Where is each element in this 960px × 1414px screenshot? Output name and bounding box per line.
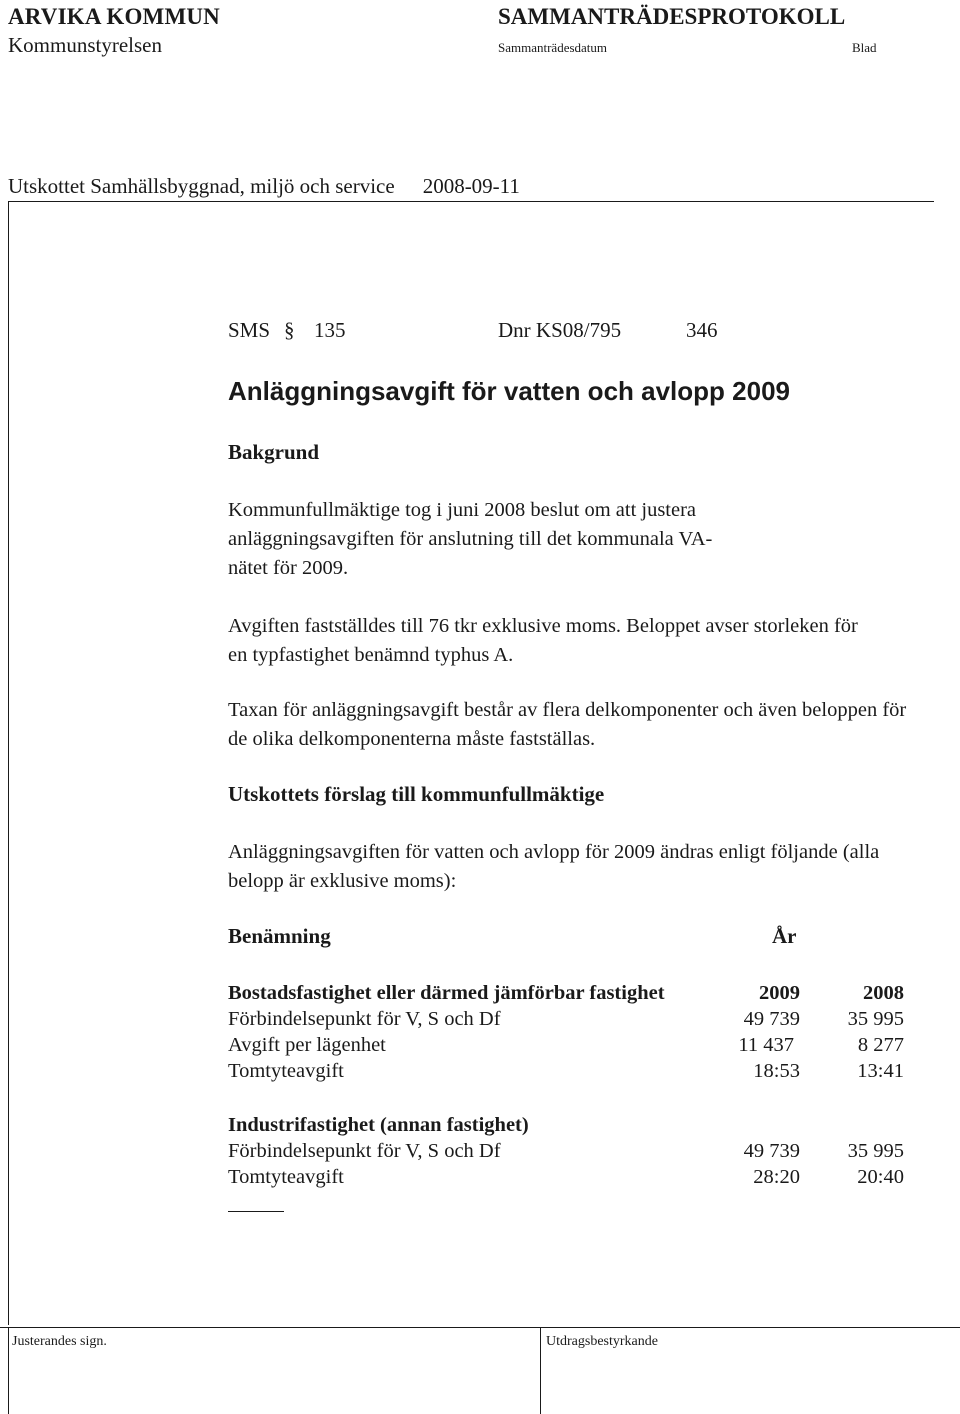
municipality-name: ARVIKA KOMMUN [8, 4, 220, 29]
paragraph-sign: § [284, 318, 295, 342]
background-paragraph-1: Kommunfullmäktige tog i juni 2008 beslut om att justera anläggningsavgiften för anslutning till det kommunala VA-nätet för 2009. [228, 499, 713, 579]
committee-date: 2008-09-11 [422, 174, 520, 198]
column-header-year: År [772, 924, 797, 948]
committee-name: Utskottet Samhällsbyggnad, miljö och service [8, 174, 395, 198]
page-label: Blad [852, 40, 877, 55]
value-2009: 49 739 [743, 1008, 800, 1030]
row-label: Avgift per lägenhet [228, 1034, 386, 1056]
item-reference [228, 318, 928, 346]
proposal-paragraph: Anläggningsavgiften för vatten och avlopp för 2009 ändras enligt följande (alla belopp är exklusive moms): [228, 841, 880, 892]
value-2008: 20:40 [857, 1166, 904, 1188]
end-of-section-rule [228, 1211, 284, 1212]
meeting-date-label: Sammanträdesdatum [498, 40, 608, 55]
left-margin-line [8, 201, 9, 1325]
value-2009: 11 437 [738, 1034, 794, 1056]
footer-divider [0, 1327, 960, 1328]
committee-heading [8, 174, 520, 199]
value-2009: 49 739 [743, 1140, 800, 1162]
row-label: Tomtyteavgift [228, 1060, 344, 1082]
item-section: SMS [228, 318, 271, 342]
diary-number: Dnr KS08/795 [498, 318, 622, 342]
background-paragraph-3: Taxan för anläggningsavgift består av flera delkomponenter och även beloppen för de olika delkomponenterna måste fastställas. [228, 699, 907, 750]
value-2008: 13:41 [857, 1060, 904, 1082]
item-code: 346 [686, 318, 718, 342]
year-2008: 2008 [863, 982, 904, 1004]
value-2008: 8 277 [857, 1034, 904, 1056]
value-2008: 35 995 [847, 1140, 904, 1162]
header-divider [8, 201, 934, 202]
item-number: 135 [314, 318, 346, 342]
column-header-name: Benämning [228, 924, 331, 948]
value-2009: 18:53 [753, 1060, 800, 1082]
row-label: Förbindelsepunkt för V, S och Df [228, 1140, 501, 1162]
group-title: Bostadsfastighet eller därmed jämförbar fastighet [228, 982, 665, 1004]
document-type: SAMMANTRÄDESPROTOKOLL [498, 4, 846, 29]
page-title: Anläggningsavgift för vatten och avlopp 2009 [228, 376, 790, 406]
signature-field-label: Justerandes sign. [12, 1334, 107, 1349]
background-heading: Bakgrund [228, 440, 320, 464]
proposal-heading: Utskottets förslag till kommunfullmäktige [228, 782, 605, 806]
value-2008: 35 995 [847, 1008, 904, 1030]
background-paragraph-2: Avgiften fastställdes till 76 tkr exklusive moms. Beloppet avser storleken för en typfastighet benämnd typhus A. [228, 615, 858, 666]
group-title: Industrifastighet (annan fastighet) [228, 1114, 529, 1136]
row-label: Förbindelsepunkt för V, S och Df [228, 1008, 501, 1030]
value-2009: 28:20 [753, 1166, 800, 1188]
year-2009: 2009 [759, 982, 800, 1004]
footer-left-border [8, 1327, 9, 1414]
board-name: Kommunstyrelsen [8, 33, 162, 57]
row-label: Tomtyteavgift [228, 1166, 344, 1188]
certification-field-label: Utdragsbestyrkande [546, 1334, 658, 1349]
footer-middle-border [540, 1327, 541, 1414]
main-content [228, 318, 928, 1188]
